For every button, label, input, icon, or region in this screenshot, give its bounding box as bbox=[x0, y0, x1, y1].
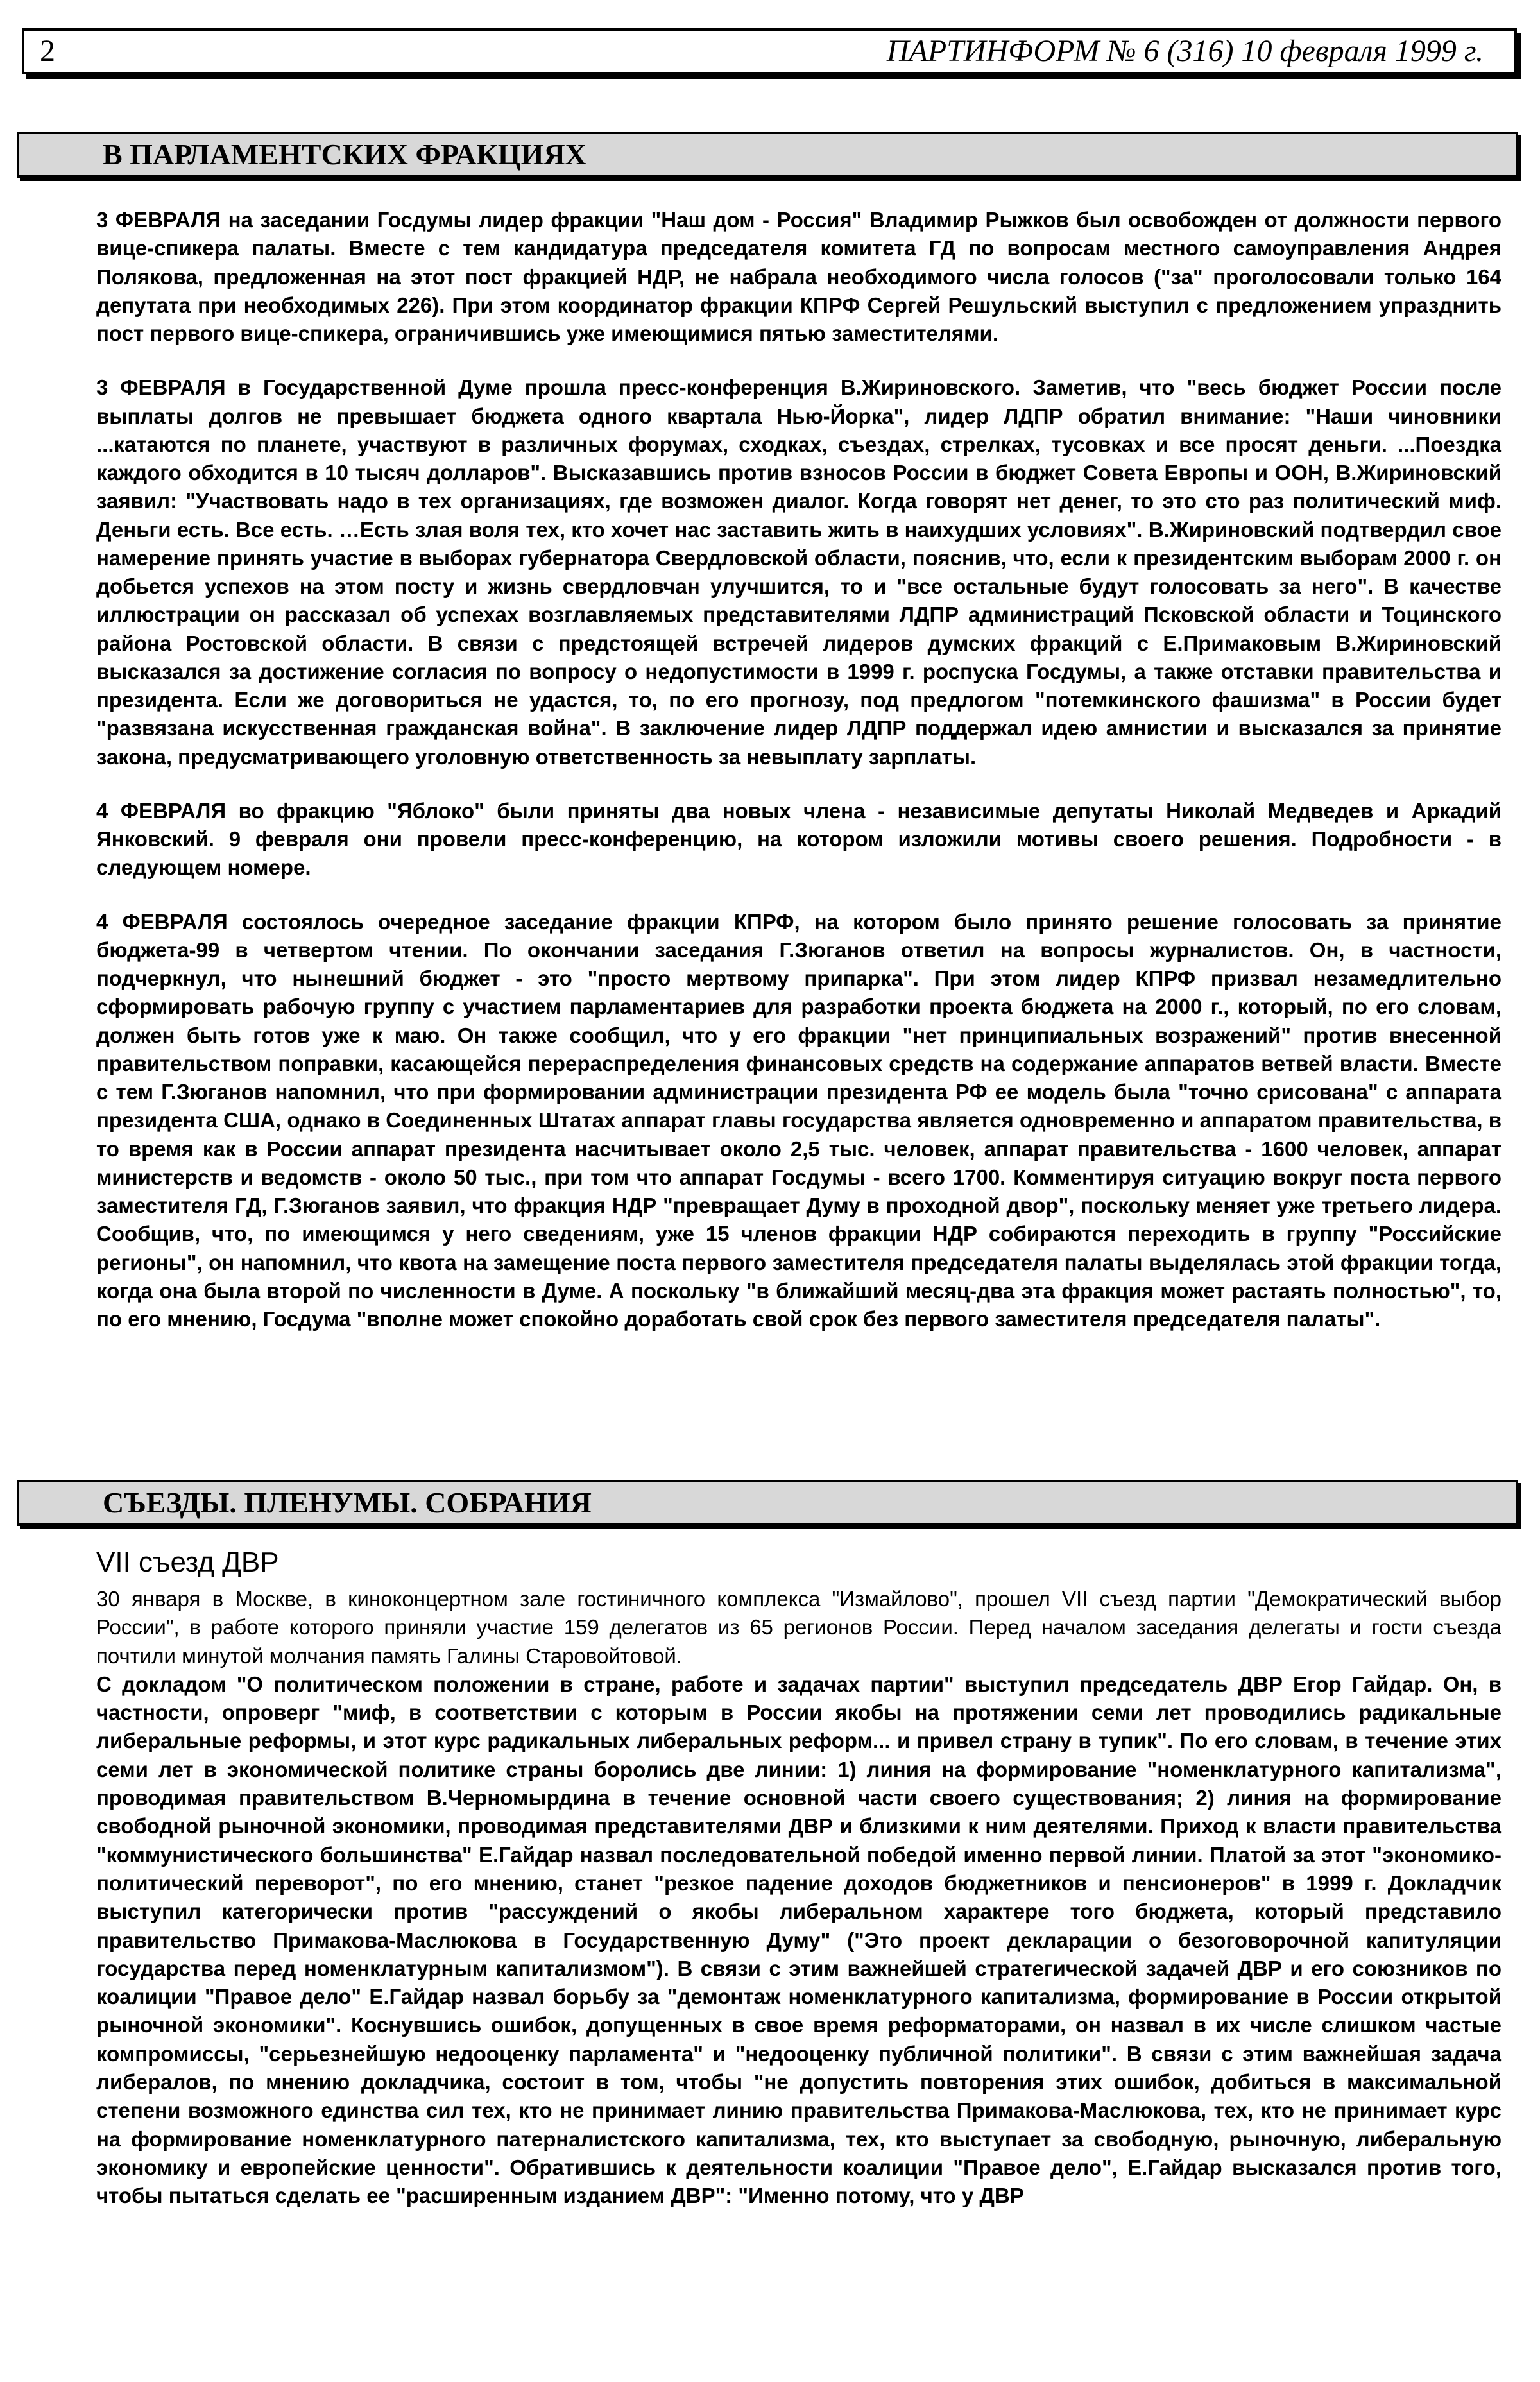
issue-line: ПАРТИНФОРМ № 6 (316) 10 февраля 1999 г. bbox=[886, 34, 1484, 68]
congress-intro: 30 января в Москве, в киноконцертном зале гостиничного комплекса "Измайлово", прошел VII съезд партии "Демократический выбор России", в работе которого приняли участие 159 делегатов из 65 регионов России. Перед началом заседания делегаты и гости съезда почтили минутой молчания память Галины Старовойтовой. bbox=[96, 1587, 1502, 1668]
page-number: 2 bbox=[40, 34, 55, 68]
section-header-congress bbox=[17, 1480, 1518, 1526]
factions-paragraph-4: 4 ФЕВРАЛЯ состоялось очередное заседание фракции КПРФ, на котором было принято решение голосовать за принятие бюджета-99 в четвертом чтении. По окончании заседания Г.Зюганов ответил на вопросы журналистов. Он, в частности, подчеркнул, что нынешний бюджет - это "просто мертвому припарка". При этом лидер КПРФ призвал незамедлительно сформировать рабочую группу с участием парламентариев для разработки проекта бюджета на 2000 г., который, по его словам, должен быть готов уже к маю. Он также сообщил, что у его фракции "нет принципиальных возражений" против внесенной правительством поправки, касающейся перераспределения финансовых средств на содержание аппаратов ветвей власти. Вместе с тем Г.Зюганов напомнил, что при формировании администрации президента РФ ее модель была "точно срисована" с аппарата президента США, однако в Соединенных Штатах аппарат главы государства является одновременно и аппаратом правительства, в то время как в России аппарат президента насчитывает около 2,5 тыс. человек, аппарат правительства - 1600 человек, аппарат министерств и ведомств - около 50 тыс., при том что аппарат Госдумы - всего 1700. Комментируя ситуацию вокруг поста первого заместителя ГД, Г.Зюганов заявил, что фракция НДР "превращает Думу в проходной двор", поскольку меняет уже третьего лидера. Сообщив, что, по имеющимся у него сведениям, уже 15 членов фракции НДР собираются переходить в группу "Российские регионы", он напомнил, что квота на замещение поста первого заместителя председателя палаты выделялась этой фракции тогда, когда она была второй по численности в Думе. А поскольку "в ближайший месяц-два эта фракция может растаять полностью", то, по его мнению, Госдума "вполне может спокойно доработать свой срок без первого заместителя председателя палаты". bbox=[96, 909, 1502, 1331]
factions-paragraph-2: 3 ФЕВРАЛЯ в Государственной Думе прошла пресс-конференция В.Жириновского. Заметив, что "весь бюджет России после выплаты долгов не превышает бюджета одного квартала Нью-Йорка", лидер ЛДПР обратил внимание: "Наши чиновники ...катаются по планете, участвуют в различных форумах, сходках, съездах, стрелках, тусовках и все просят деньги. ...Поездка каждого обходится в 10 тысяч долларов". Высказавшись против взносов России в бюджет Совета Европы и ООН, В.Жириновский заявил: "Участвовать надо в тех организациях, где возможен диалог. Когда говорят нет денег, то это сто раз политический миф. Деньги есть. Все есть. …Есть злая воля тех, кто хочет нас заставить жить в наихудших условиях". В.Жириновский подтвердил свое намерение принять участие в выборах губернатора Свердловской области, пояснив, что, если к президентским выборам 2000 г. он добьется успехов на этом посту и жизнь свердловчан улучшится, то и "все остальные будут голосовать за него". В качестве иллюстрации он рассказал об успехах возглавляемых представителями ЛДПР администраций Псковской области и Тоцинского района Ростовской области. В связи с предстоящей встречей лидеров думских фракций с Е.Примаковым В.Жириновский высказался за достижение согласия по вопросу о недопустимости в 1999 г. роспуска Госдумы, а также отставки правительства и президента. Если же договориться не удастся, то, по его прогнозу, под предлогом "потемкинского фашизма" в России будет "развязана искусственная гражданская война". В заключение лидер ЛДПР поддержал идею амнистии и высказался за принятие закона, предусматривающего уголовную ответственность за невыплату зарплаты. bbox=[96, 375, 1502, 769]
section-title-factions: В ПАРЛАМЕНТСКИХ ФРАКЦИЯХ bbox=[103, 138, 586, 171]
page-header bbox=[22, 28, 1517, 74]
factions-paragraph-1: 3 ФЕВРАЛЯ на заседании Госдумы лидер фракции "Наш дом - Россия" Владимир Рыжков был освобожден от должности первого вице-спикера палаты. Вместе с тем кандидатура председателя комитета ГД по вопросам местного самоуправления Андрея Полякова, предложенная на этот пост фракцией НДР, не набрала необходимого числа голосов ("за" проголосовали только 164 депутата при необходимых 226). При этом координатор фракции КПРФ Сергей Решульский выступил с предложением упразднить пост первого вице-спикера, ограничившись уже имеющимися пятью заместителями. bbox=[96, 208, 1502, 345]
section-title-congress: СЪЕЗДЫ. ПЛЕНУМЫ. СОБРАНИЯ bbox=[103, 1486, 592, 1519]
factions-paragraph-3: 4 ФЕВРАЛЯ во фракцию "Яблоко" были приняты два новых члена - независимые депутаты Николай Медведев и Аркадий Янковский. 9 февраля они провели пресс-конференцию, на котором изложили мотивы своего решения. Подробности - в следующем номере. bbox=[96, 798, 1502, 880]
factions-article bbox=[96, 206, 1502, 1333]
congress-report: С докладом "О политическом положении в стране, работе и задачах партии" выступил председатель ДВР Егор Гайдар. Он, в частности, опроверг "миф, в соответствии с которым в России якобы на протяжении семи лет проводились радикальные либеральные реформы, и этот курс радикальных либеральных реформ... и привел страну в тупик". По его словам, в течение этих семи лет в экономической политике страны боролись две линии: 1) линия на формирование "номенклатурного капитализма", проводимая правительством В.Черномырдина в течение основной части своего существования; 2) линия на формирование свободной рыночной экономики, проводимая представителями ДВР и близкими к ним деятелями. Приход к власти правительства "коммунистического большинства" Е.Гайдар назвал последовательной победой именно первой линии. Платой за этот "экономико-политический переворот", по его мнению, станет "резкое падение доходов бюджетников и пенсионеров" в 1999 г. Докладчик выступил категорически против "рассуждений о якобы либеральном характере того бюджета, который представило правительство Примакова-Маслюкова в Государственную Думу" ("Это проект декларации о безоговорочной капитуляции государства перед номенклатурным капитализмом"). В связи с этим важнейшей стратегической задачей ДВР и его союзников по коалиции "Правое дело" Е.Гайдар назвал борьбу за "демонтаж номенклатурного капитализма, формирование в России открытой рыночной экономики". Коснувшись ошибок, допущенных в свое время реформаторами, он назвал в их числе слишком частые компромиссы, "серьезнейшую недооценку парламента" и "недооценку публичной политики". В связи с этим важнейшая задача либералов, по мнению докладчика, состоит в том, чтобы "не допустить повторения этих ошибок, добиться в максимальной степени возможного единства сил тех, кто не принимает линию правительства Примакова-Маслюкова, тех, кто не принимает курс на формирование номенклатурного патерналистского капитализма, тех, кто выступает за свободную, рыночную, либеральную экономику и европейские ценности". Обратившись к деятельности коалиции "Правое дело", Е.Гайдар высказался против того, чтобы пытаться сделать ее "расширенным изданием ДВР": "Именно потому, что у ДВР bbox=[96, 1672, 1502, 2208]
section-header-factions bbox=[17, 132, 1518, 178]
congress-article bbox=[96, 1585, 1502, 2211]
article-subtitle: VII съезд ДВР bbox=[96, 1547, 279, 1578]
